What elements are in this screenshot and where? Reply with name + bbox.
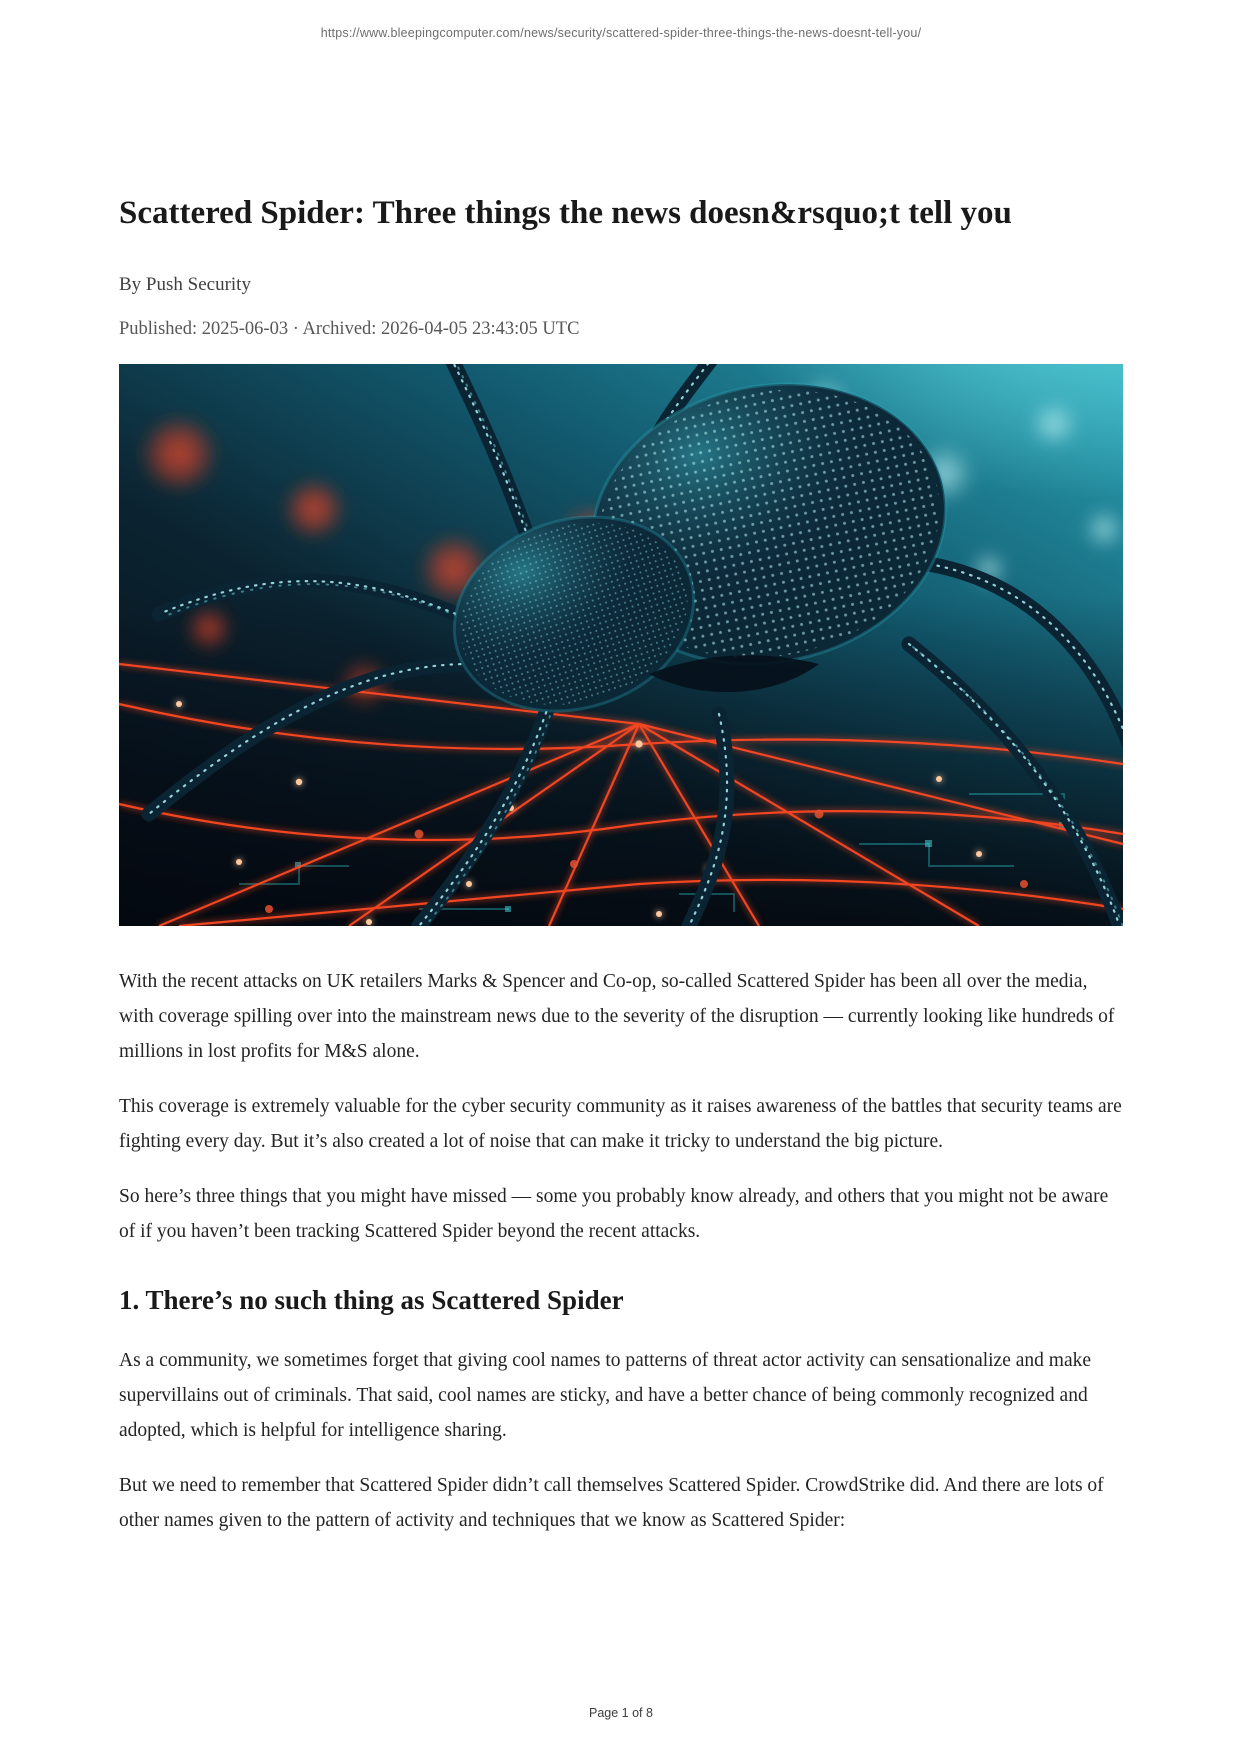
article-paragraph: This coverage is extremely valuable for the cyber security community as it raises awareness of the battles that security teams are fighting every day. But it’s also created a lot of noise that can make it tricky to understand the big picture.: [119, 1096, 1122, 1152]
article: [119, 0, 1123, 1538]
hero-illustration: [119, 364, 1123, 926]
article-paragraph: As a community, we sometimes forget that giving cool names to patterns of threat actor activity can sensationalize and make supervillains out of criminals. That said, cool names are sticky, and have a better chance of being commonly recognized and adopted, which is helpful for intelligence sharing.: [119, 1350, 1092, 1441]
article-byline: By Push Security: [119, 274, 251, 295]
article-title: Scattered Spider: Three things the news doesn&rsquo;t tell you: [119, 195, 1012, 231]
article-paragraph: But we need to remember that Scattered Spider didn’t call themselves Scattered Spider. CrowdStrike did. And there are lots of other names given to the pattern of activity and techniques that we know as Scattered Spider:: [119, 1475, 1104, 1531]
article-meta: Published: 2025-06-03 · Archived: 2026-04-05 23:43:05 UTC: [119, 319, 580, 339]
page-footer: [0, 1706, 1242, 1720]
article-body: [119, 964, 1123, 1538]
article-paragraph: So here’s three things that you might have missed — some you probably know already, and others that you might not be aware of if you haven’t been tracking Scattered Spider beyond the recent attacks.: [119, 1186, 1109, 1242]
page-number: Page 1 of 8: [589, 1706, 653, 1720]
article-paragraph: With the recent attacks on UK retailers Marks & Spencer and Co-op, so-called Scattered Spider has been all over the media, with coverage spilling over into the mainstream news due to the severity of the disruption — currently looking like hundreds of millions in lost profits for M&S alone.: [119, 971, 1115, 1062]
source-url: https://www.bleepingcomputer.com/news/security/scattered-spider-three-things-the-news-doesnt-tell-you/: [320, 26, 922, 40]
section-heading: 1. There’s no such thing as Scattered Spider: [119, 1285, 624, 1315]
hero-image: [119, 364, 1123, 926]
